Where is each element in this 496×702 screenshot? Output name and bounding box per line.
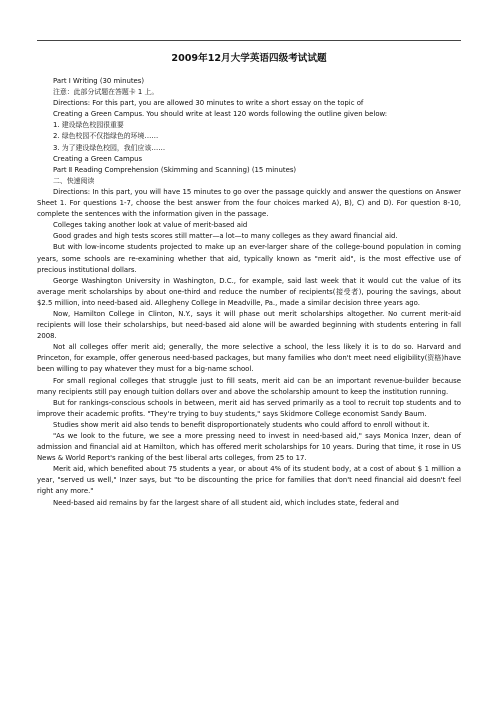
- passage-paragraph: Merit aid, which benefited about 75 students a year, or about 4% of its student body, at a cost of about $ 1 million a year, "served us well," Inzer says, but "to be discounting the price for families that don't need financial aid doesn't feel right any more.": [37, 465, 461, 496]
- passage-headline: Colleges taking another look at value of merit-based aid: [53, 221, 248, 230]
- writing-note: 注意：此部分试题在答题卡 1 上。: [53, 88, 159, 97]
- header-rule: [37, 40, 461, 41]
- essay-title: Creating a Green Campus: [53, 154, 143, 163]
- passage-paragraph: For small regional colleges that struggle just to fill seats, merit aid can be an important revenue-builder because many recipients still pay enough tuition dollars over and above the scholarship amount to keep the institution running.: [37, 376, 461, 396]
- writing-part-heading: Part Ⅰ Writing (30 minutes): [53, 77, 145, 85]
- document-body: [37, 48, 461, 509]
- outline-item: 2. 绿色校园不仅指绿色的环境……: [53, 132, 159, 141]
- reading-directions: Directions: In this part, you will have 15 minutes to go over the passage quickly and answer the questions on Answer Sheet 1. For questions 1-7, choose the best answer from the four choices marked A), B), C) and D). For question 8-10, complete the sentences with the information given in the passage.: [37, 187, 461, 219]
- passage-paragraph: Need-based aid remains by far the largest share of all student aid, which includes state, federal and: [53, 498, 399, 507]
- passage-paragraph: George Washington University in Washington, D.C., for example, said last week that it would cut the value of its average merit scholarships by about one-third and reduce the number of recipients(接受者), pouring the savings, about $2.5 million, into need-based aid. Allegheny College in Meadville, Pa., made a similar decision three years ago.: [37, 276, 461, 307]
- passage-paragraph: "As we look to the future, we see a more pressing need to invest in need-based aid," says Monica Inzer, dean of admission and financial aid at Hamilton, which has offered merit scholarships for 10 years. During that time, it rose in US News & World Report's ranking of the best liberal arts colleges, from 25 to 17.: [37, 432, 461, 463]
- passage-paragraph: But for rankings-conscious schools in between, merit aid has served primarily as a tool to recruit top students and to improve their academic profits. "They're trying to buy students," says Skidmore College economist Sandy Baum.: [37, 398, 461, 418]
- reading-section-label: 二、快速阅读: [53, 176, 95, 185]
- reading-part-heading: Part Ⅱ Reading Comprehension (Skimming and Scanning) (15 minutes): [53, 165, 297, 174]
- passage-paragraph: Not all colleges offer merit aid; generally, the more selective a school, the less likely it is to do so. Harvard and Princeton, for example, offer generous need-based packages, but many families who don't meet need eligibility(资格)have been willing to pay whatever they must for a big-name school.: [37, 343, 461, 374]
- passage-paragraph: But with low-income students projected to make up an ever-larger share of the college-bound population in coming years, some schools are re-examining whether that aid, typically known as "merit aid", is the most effective use of precious institutional dollars.: [37, 243, 461, 274]
- passage-paragraph: Now, Hamilton College in Clinton, N.Y., says it will phase out merit scholarships altogether. No current merit-aid recipients will lose their scholarships, but need-based aid alone will be awarded beginning with students entering in fall 2008.: [37, 309, 461, 341]
- writing-instruction: Creating a Green Campus. You should write at least 120 words following the outline given below:: [53, 110, 388, 119]
- writing-directions: Directions: For this part, you are allowed 30 minutes to write a short essay on the topic of: [53, 99, 364, 108]
- page-title: 2009年12月大学英语四级考试试题: [171, 53, 327, 64]
- outline-item: 3. 为了建设绿色校园，我们应该……: [53, 143, 166, 152]
- outline-item: 1. 建设绿色校园很重要: [53, 121, 124, 130]
- passage-paragraph: Studies show merit aid also tends to benefit disproportionately students who could afford to enroll without it.: [53, 420, 430, 429]
- passage-paragraph: Good grades and high tests scores still matter—a lot—to many colleges as they award financial aid.: [53, 232, 398, 241]
